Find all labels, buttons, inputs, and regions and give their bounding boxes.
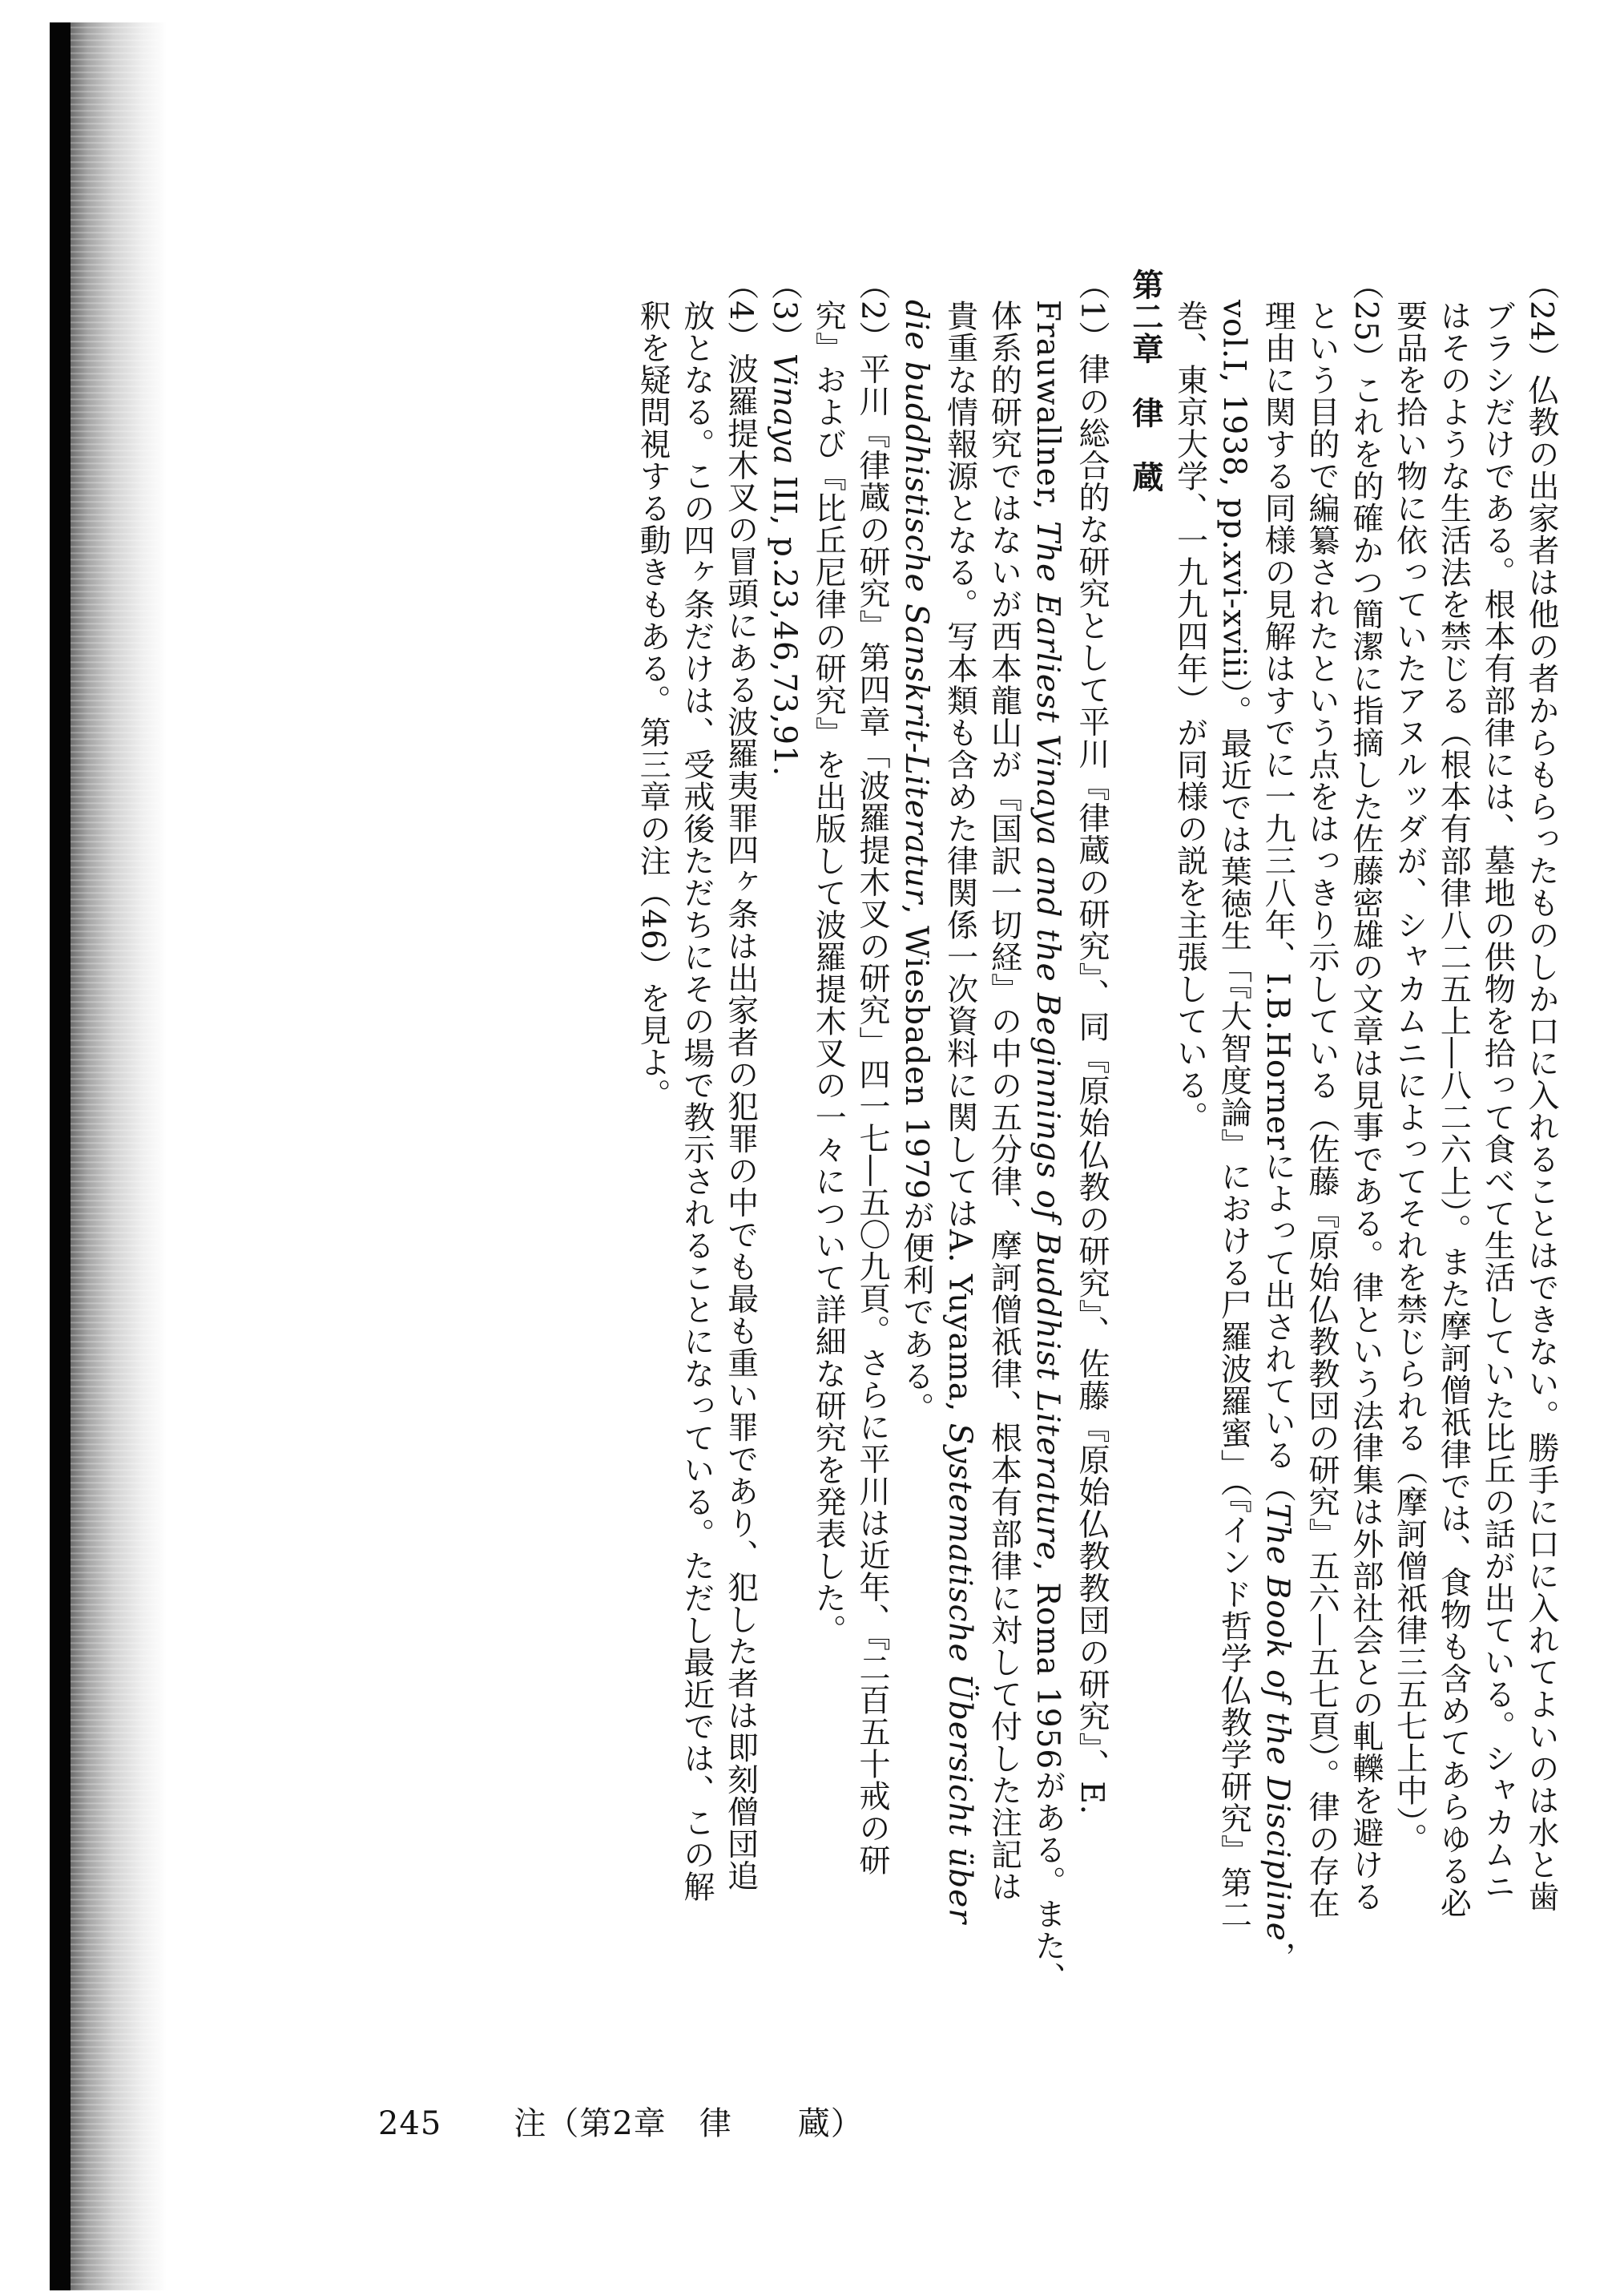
- note-3: [762, 268, 806, 1999]
- book-title: The Book of the Discipline: [1259, 1503, 1296, 1942]
- book-title: Systematische Übersicht über: [941, 1422, 978, 1924]
- note-number: （24）: [1523, 268, 1559, 374]
- scan-shadow-lines: [71, 22, 159, 2290]
- book-title: The Earliest Vinaya and the Beginnings of Buddhist Literature: [1030, 521, 1066, 1561]
- note-line: 究』および『比丘尼律の研究』を出版して波羅提木叉の一々について詳細な研究を発表した。: [810, 300, 847, 1646]
- running-head: 注（第2章 律 蔵）: [514, 2105, 864, 2142]
- note-line: 体系的研究ではないが西本龍山が『国訳一切経』の中の五分律、摩訶僧祇律、根本有部律に対して付した注記は: [985, 300, 1022, 1903]
- note-line: 巻、東京大学、一九九四年）が同様の説を主張している。: [1171, 300, 1208, 1133]
- book-title: die buddhistische Sanskrit-Literatur: [897, 300, 934, 905]
- note-line: 釈を疑問視する動きもある。第三章の注（46）を見よ。: [635, 300, 671, 1111]
- note-line: 仏教の出家者は他の者からもらったものしか口に入れることはできない。勝手に口に入れてよいのは水と歯: [1523, 373, 1559, 1913]
- note-number: （25）: [1347, 268, 1384, 374]
- book-title: Vinaya: [766, 353, 803, 466]
- note-number: （1）: [1074, 268, 1110, 353]
- note-number: （2）: [854, 268, 891, 353]
- vertical-text-body: [264, 268, 1562, 1999]
- note-25: [1343, 268, 1387, 1999]
- note-line: 放となる。この四ヶ条だけは、受戒後ただちにその場で教示されることになっている。ただし最近では、この解: [678, 300, 715, 1903]
- page-number: 245: [378, 2105, 442, 2142]
- note-text: ，: [1259, 1941, 1296, 1974]
- note-line: これを的確かつ簡潔に指摘した佐藤密雄の文章は見事である。律という法律集は外部社会との軋轢を避ける: [1347, 373, 1384, 1913]
- note-line: という目的で編纂されたという点をはっきり示している（佐藤『原始仏教教団の研究』五六―五七頁）。律の存在: [1304, 300, 1340, 1919]
- note-line: 波羅提木叉の冒頭にある波羅夷罪四ヶ条は出家者の犯罪の中でも最も重い罪であり、犯した者は即刻僧団追: [722, 353, 759, 1892]
- note-line: はそのような生活法を禁じる（根本有部律八二五上―八二六上）。また摩訶僧祇律では、食物も含めてあらゆる必: [1435, 300, 1472, 1919]
- note-line: 要品を拾い物に依っていたアヌルッダが、シャカムニによってそれを禁じられる（摩訶僧祇律三五七上中）。: [1391, 300, 1428, 1855]
- note-number: （4）: [722, 268, 759, 353]
- note-text: 理由に関する同様の見解はすでに一九三八年、I.B.Hornerによって出されている（: [1259, 300, 1296, 1503]
- note-2: [849, 268, 893, 1999]
- note-1: [1069, 268, 1113, 1999]
- note-text: Frauwallner,: [1030, 300, 1066, 522]
- note-line: [1255, 268, 1299, 1999]
- note-line: [893, 268, 937, 1999]
- note-4: [718, 268, 762, 1999]
- note-line: [1025, 268, 1069, 1999]
- note-text: , Wiesbaden 1979が便利である。: [897, 904, 934, 1425]
- page-footer: [378, 2098, 864, 2144]
- scan-binding-edge: [50, 22, 71, 2290]
- note-number: （3）: [766, 268, 803, 353]
- chapter-heading: 第二章 律 蔵: [1126, 268, 1164, 493]
- note-line: 律の総合的な研究として平川『律蔵の研究』、同『原始仏教の研究』、佐藤『原始仏教教団の研究』、E.: [1074, 353, 1110, 1816]
- note-line: 平川『律蔵の研究』第四章「波羅提木叉の研究」四一七―五〇九頁。さらに平川は近年、『二百五十戒の研: [854, 353, 891, 1877]
- note-line: vol.I, 1938, pp.xvi-xviii）。最近では葉徳生「『大智度論』における尸羅波羅蜜」（『インド哲学仏教学研究』第二: [1215, 300, 1252, 1931]
- note-24: [1518, 268, 1562, 1999]
- note-line: [937, 268, 981, 1999]
- note-text: 貴重な情報源となる。写本類も含めた律関係一次資料に関してはA. Yuyama,: [941, 300, 978, 1423]
- note-text: III, p.23,46,73,91.: [766, 465, 803, 777]
- note-line: ブラシだけである。根本有部律には、墓地の供物を拾って食べて生活していた比丘の話が出ている。シャカムニ: [1479, 300, 1516, 1903]
- note-text: , Roma 1956がある。また、: [1030, 1560, 1066, 1995]
